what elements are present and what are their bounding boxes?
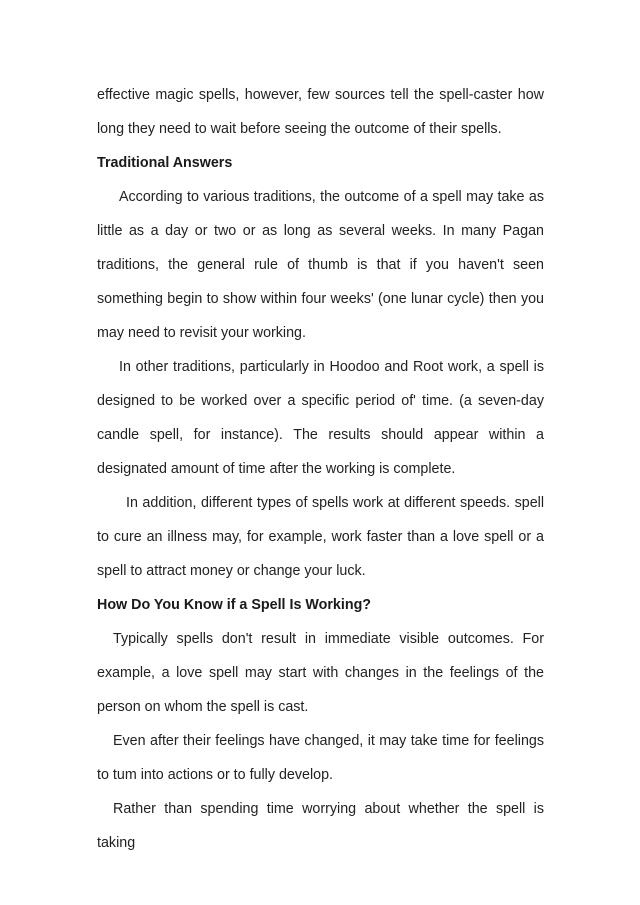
heading-how-do-you-know: How Do You Know if a Spell Is Working? <box>97 597 372 613</box>
heading-traditional-answers: Traditional Answers <box>97 155 233 171</box>
paragraph-spell-speeds: In addition, different types of spells work at different speeds. spell to cure an illness may, for example, work faster than a love spell or a spell to attract money or change your luck. <box>97 495 544 579</box>
paragraph-feelings-changed: Even after their feelings have changed, it may take time for feelings to tum into actions or to fully develop. <box>97 733 544 783</box>
paragraph-typically-spells: Typically spells don't result in immediate visible outcomes. For example, a love spell may start with changes in the feelings of the person on whom the spell is cast. <box>97 631 544 715</box>
paragraph-hoodoo-root-work: In other traditions, particularly in Hoodoo and Root work, a spell is designed to be worked over a specific period of' time. (a seven-day candle spell, for instance). The results should appear within a designated amount of time after the working is complete. <box>97 359 544 477</box>
paragraph-rather-than: Rather than spending time worrying about whether the spell is taking <box>97 801 544 851</box>
document-body <box>97 78 544 860</box>
paragraph-intro: effective magic spells, however, few sources tell the spell-caster how long they need to wait before seeing the outcome of their spells. <box>97 87 544 137</box>
paragraph-various-traditions: According to various traditions, the outcome of a spell may take as little as a day or two or as long as several weeks. In many Pagan traditions, the general rule of thumb is that if you haven't seen something begin to show within four weeks' (one lunar cycle) then you may need to revisit your working. <box>97 189 544 341</box>
